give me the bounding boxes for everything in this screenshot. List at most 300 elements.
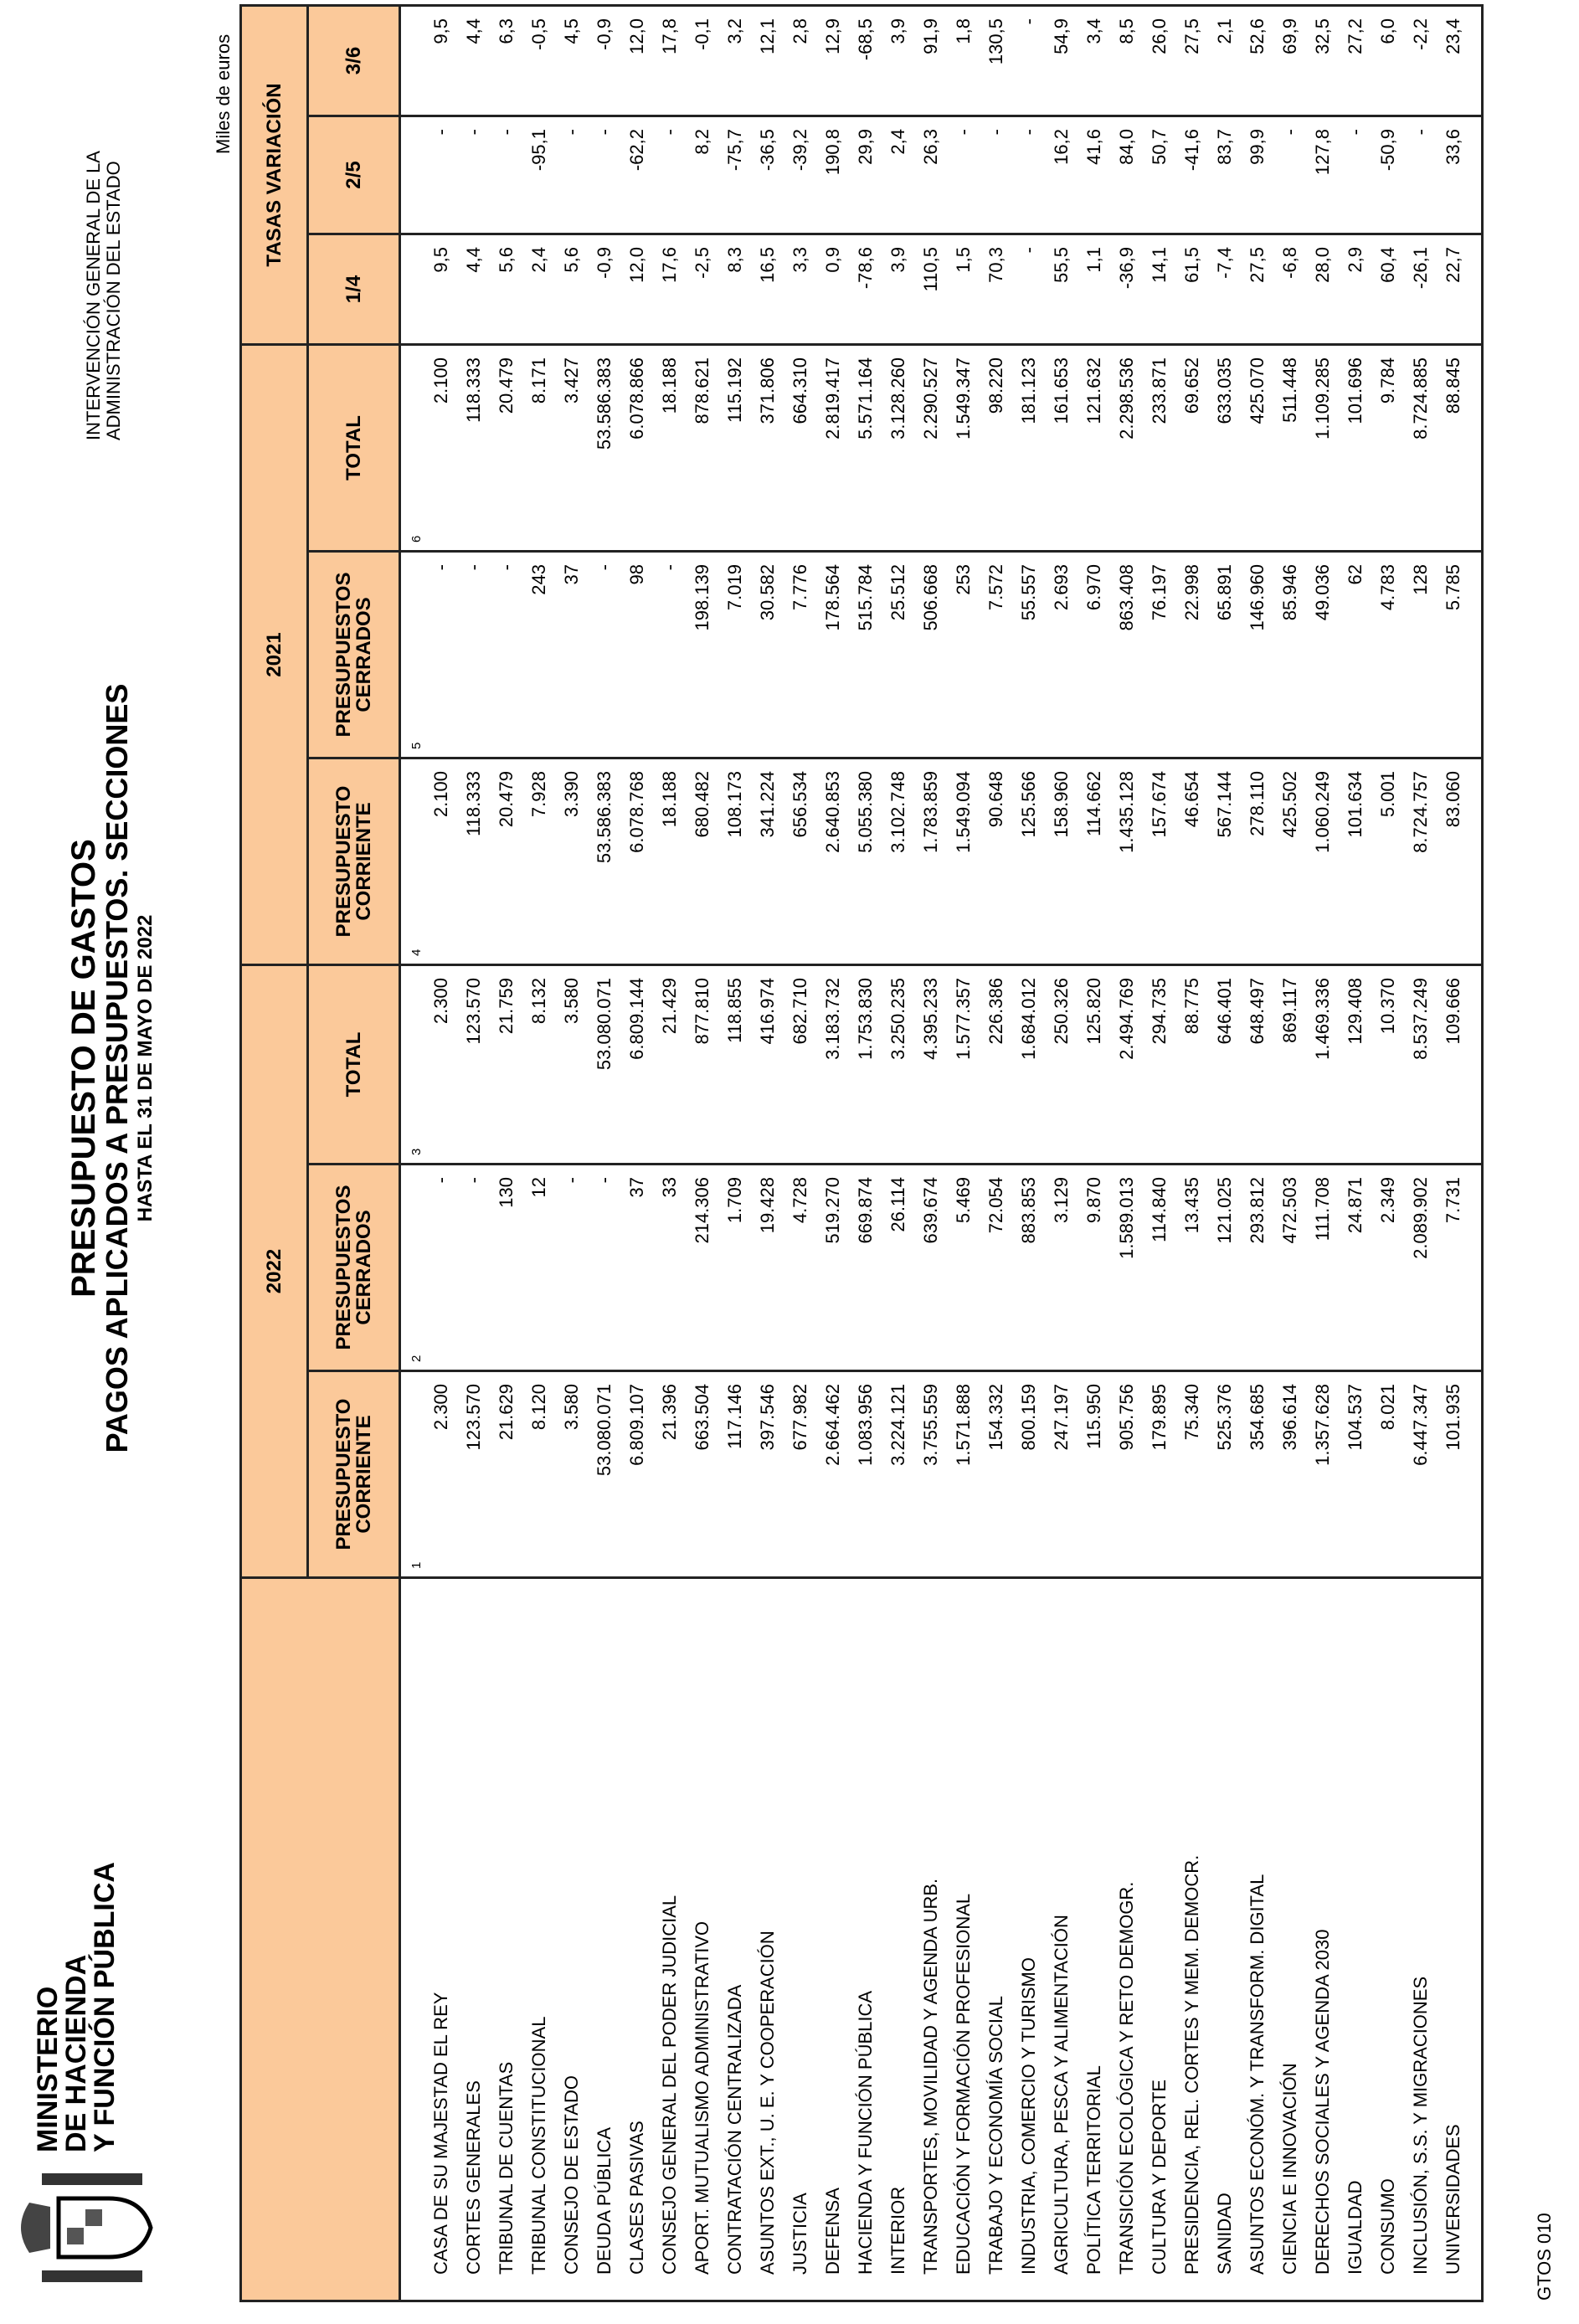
table-row xyxy=(400,6,458,2301)
cell-value: 1,8 xyxy=(947,6,980,116)
cell-value: 5.469 xyxy=(947,1165,980,1371)
cell-value: 26,0 xyxy=(1143,6,1175,116)
cell-value: 29,9 xyxy=(849,116,882,234)
cell-value: 76.197 xyxy=(1143,552,1175,758)
cell-value: - xyxy=(588,116,620,234)
report-date: HASTA EL 31 DE MAYO DE 2022 xyxy=(134,914,157,1222)
cell-value: 9.870 xyxy=(1078,1165,1110,1371)
cell-value: 46.654 xyxy=(1175,758,1208,965)
cell-value: 1.109.285 xyxy=(1306,345,1339,552)
table-row xyxy=(1143,6,1175,2301)
cell-value: 70,3 xyxy=(980,234,1012,345)
cell-value: 13.435 xyxy=(1175,1165,1208,1371)
cell-value: 123.570 xyxy=(457,965,490,1165)
cell-value: 1.083.956 xyxy=(849,1371,882,1578)
cell-value: 27,5 xyxy=(1241,234,1273,345)
cell-value: 84,0 xyxy=(1110,116,1143,234)
cell-value: 1,1 xyxy=(1078,234,1110,345)
cell-value: 2.494.769 xyxy=(1110,965,1143,1165)
section-name: SANIDAD xyxy=(1208,1578,1241,2301)
cell-value: 2.100 xyxy=(400,758,458,965)
ministry-line: MINISTERIO xyxy=(32,1986,64,2152)
cell-value: -0,9 xyxy=(588,234,620,345)
cell-value: 98.220 xyxy=(980,345,1012,552)
table-row xyxy=(882,6,914,2301)
column-header: 2/5 xyxy=(308,116,400,234)
cell-value: 69,9 xyxy=(1273,6,1306,116)
table-row xyxy=(555,6,588,2301)
column-header: PRESUPUESTOS CERRADOS xyxy=(308,552,400,758)
cell-value: 1.435.128 xyxy=(1110,758,1143,965)
cell-value: 0,9 xyxy=(816,234,849,345)
cell-value: 515.784 xyxy=(849,552,882,758)
cell-value: -6,8 xyxy=(1273,234,1306,345)
cell-value: 294.735 xyxy=(1143,965,1175,1165)
cell-value: 3.390 xyxy=(555,758,588,965)
cell-value: 511.448 xyxy=(1273,345,1306,552)
group-2021: 2021 xyxy=(241,345,308,965)
cell-value: - xyxy=(490,552,522,758)
column-number: 4 xyxy=(409,949,424,956)
column-number: 5 xyxy=(409,742,424,749)
cell-value: 800.159 xyxy=(1012,1371,1045,1578)
table-row xyxy=(1371,6,1404,2301)
cell-value: 26,3 xyxy=(914,116,947,234)
cell-value: - xyxy=(1404,116,1437,234)
section-name: CONSEJO DE ESTADO xyxy=(555,1578,588,2301)
cell-value: 3,3 xyxy=(784,234,816,345)
cell-value: 26.114 xyxy=(882,1165,914,1371)
section-name: PRESIDENCIA, REL. CORTES Y MEM. DEMOCR. xyxy=(1175,1578,1208,2301)
cell-value: 2.640.853 xyxy=(816,758,849,965)
table-row xyxy=(1241,6,1273,2301)
cell-value: 253 xyxy=(947,552,980,758)
cell-value: 2,8 xyxy=(784,6,816,116)
cell-value: 4,4 xyxy=(457,234,490,345)
cell-value: 5,6 xyxy=(555,234,588,345)
table-row xyxy=(653,6,686,2301)
report-code: GTOS 010 xyxy=(1534,2213,1555,2301)
cell-value: 3,2 xyxy=(718,6,751,116)
cell-value: 115.950 xyxy=(1078,1371,1110,1578)
cell-value: 863.408 xyxy=(1110,552,1143,758)
column-number: 1 xyxy=(409,1561,424,1569)
table-row xyxy=(1208,6,1241,2301)
table-row xyxy=(718,6,751,2301)
cell-value: 1.589.013 xyxy=(1110,1165,1143,1371)
cell-value: 16,2 xyxy=(1045,116,1078,234)
cell-value: 178.564 xyxy=(816,552,849,758)
cell-value: 83,7 xyxy=(1208,116,1241,234)
cell-value: 1.684.012 xyxy=(1012,965,1045,1165)
cell-value: 12 xyxy=(522,1165,555,1371)
cell-value: 54,9 xyxy=(1045,6,1078,116)
cell-value: -0,1 xyxy=(686,6,718,116)
cell-value: 1.469.336 xyxy=(1306,965,1339,1165)
cell-value: 2,9 xyxy=(1339,234,1371,345)
cell-value: 472.503 xyxy=(1273,1165,1306,1371)
cell-value: -50,9 xyxy=(1371,116,1404,234)
table-row xyxy=(620,6,653,2301)
section-name: CASA DE SU MAJESTAD EL REY xyxy=(400,1578,458,2301)
cell-value: 128 xyxy=(1404,552,1437,758)
ministry-line: Y FUNCIÓN PÚBLICA xyxy=(89,1862,121,2152)
cell-value: 4.395.233 xyxy=(914,965,947,1165)
cell-value: 101.696 xyxy=(1339,345,1371,552)
cell-value: 53.586.383 xyxy=(588,758,620,965)
cell-value: 17,8 xyxy=(653,6,686,116)
cell-value: 2.693 xyxy=(1045,552,1078,758)
cell-value: 118.855 xyxy=(718,965,751,1165)
cell-value: 3,9 xyxy=(882,234,914,345)
cell-value: - xyxy=(400,552,458,758)
cell-value: 2.300 xyxy=(400,1371,458,1578)
cell-value: 53.080.071 xyxy=(588,965,620,1165)
cell-value: 20.479 xyxy=(490,345,522,552)
table-row xyxy=(1012,6,1045,2301)
cell-value: 905.756 xyxy=(1110,1371,1143,1578)
cell-value: 27,2 xyxy=(1339,6,1371,116)
cell-value: -41,6 xyxy=(1175,116,1208,234)
section-name: CONSEJO GENERAL DEL PODER JUDICIAL xyxy=(653,1578,686,2301)
column-header: 3/6 xyxy=(308,6,400,116)
cell-value: - xyxy=(1273,116,1306,234)
cell-value: 226.386 xyxy=(980,965,1012,1165)
cell-value: 21.429 xyxy=(653,965,686,1165)
section-name: TRIBUNAL CONSTITUCIONAL xyxy=(522,1578,555,2301)
cell-value: 3.755.559 xyxy=(914,1371,947,1578)
section-name: CIENCIA E INNOVACIÓN xyxy=(1273,1578,1306,2301)
cell-value: 680.482 xyxy=(686,758,718,965)
cell-value: 3.224.121 xyxy=(882,1371,914,1578)
cell-value: 519.270 xyxy=(816,1165,849,1371)
table-row xyxy=(816,6,849,2301)
cell-value: 4.728 xyxy=(784,1165,816,1371)
section-name: APORT. MUTUALISMO ADMINISTRATIVO xyxy=(686,1578,718,2301)
cell-value: 396.614 xyxy=(1273,1371,1306,1578)
cell-value: 1.577.357 xyxy=(947,965,980,1165)
cell-value: 198.139 xyxy=(686,552,718,758)
cell-value: 118.333 xyxy=(457,345,490,552)
cell-value: 3,4 xyxy=(1078,6,1110,116)
cell-value: 115.192 xyxy=(718,345,751,552)
cell-value: 14,1 xyxy=(1143,234,1175,345)
cell-value: 190,8 xyxy=(816,116,849,234)
ministry-line: DE HACIENDA xyxy=(60,1954,92,2152)
table-row xyxy=(522,6,555,2301)
ministry-name xyxy=(33,1862,119,2152)
column-header: TOTAL xyxy=(308,345,400,552)
cell-value: 2,4 xyxy=(522,234,555,345)
cell-value: 61,5 xyxy=(1175,234,1208,345)
cell-value: 1.060.249 xyxy=(1306,758,1339,965)
cell-value: 425.070 xyxy=(1241,345,1273,552)
table-row xyxy=(1306,6,1339,2301)
cell-value: 9,5 xyxy=(400,234,458,345)
cell-value: 2,4 xyxy=(882,116,914,234)
cell-value: -68,5 xyxy=(849,6,882,116)
cell-value: 127,8 xyxy=(1306,116,1339,234)
cell-value: -2,5 xyxy=(686,234,718,345)
cell-value: 8,5 xyxy=(1110,6,1143,116)
cell-value: 506.668 xyxy=(914,552,947,758)
cell-value: 7.731 xyxy=(1437,1165,1483,1371)
cell-value: 108.173 xyxy=(718,758,751,965)
cell-value: -75,7 xyxy=(718,116,751,234)
cell-value: 1,5 xyxy=(947,234,980,345)
column-number: 3 xyxy=(409,1148,424,1155)
cell-value: 53.586.383 xyxy=(588,345,620,552)
section-name: ASUNTOS EXT., U. E. Y COOPERACIÓN xyxy=(751,1578,784,2301)
cell-value: 111.708 xyxy=(1306,1165,1339,1371)
cell-value: 6.078.866 xyxy=(620,345,653,552)
section-name: INCLUSIÓN, S.S. Y MIGRACIONES xyxy=(1404,1578,1437,2301)
page-title: PRESUPUESTO DE GASTOS xyxy=(65,839,102,1298)
cell-value: 639.674 xyxy=(914,1165,947,1371)
cell-value: 88.775 xyxy=(1175,965,1208,1165)
table-row xyxy=(1273,6,1306,2301)
cell-value: 20.479 xyxy=(490,758,522,965)
cell-value: 1.753.830 xyxy=(849,965,882,1165)
cell-value: 21.759 xyxy=(490,965,522,1165)
cell-value: 110,5 xyxy=(914,234,947,345)
cell-value: - xyxy=(653,552,686,758)
section-name: IGUALDAD xyxy=(1339,1578,1371,2301)
section-name: EDUCACIÓN Y FORMACIÓN PROFESIONAL xyxy=(947,1578,980,2301)
cell-value: 69.652 xyxy=(1175,345,1208,552)
cell-value: 99,9 xyxy=(1241,116,1273,234)
section-name: POLÍTICA TERRITORIAL xyxy=(1078,1578,1110,2301)
cell-value: 5.571.164 xyxy=(849,345,882,552)
group-2022: 2022 xyxy=(241,965,308,1578)
units-label: Miles de euros xyxy=(213,33,234,154)
cell-value: - xyxy=(947,116,980,234)
cell-value: -0,5 xyxy=(522,6,555,116)
cell-value: - xyxy=(588,552,620,758)
cell-value: 1.783.859 xyxy=(914,758,947,965)
cell-value: 4.783 xyxy=(1371,552,1404,758)
cell-value: 83.060 xyxy=(1437,758,1483,965)
cell-value: 30.582 xyxy=(751,552,784,758)
cell-value: 878.621 xyxy=(686,345,718,552)
cell-value: 7.572 xyxy=(980,552,1012,758)
cell-value: 130 xyxy=(490,1165,522,1371)
expenditure-table xyxy=(239,4,1484,2302)
cell-value: - xyxy=(1339,116,1371,234)
cell-value: 37 xyxy=(555,552,588,758)
cell-value: - xyxy=(490,116,522,234)
cell-value: 60,4 xyxy=(1371,234,1404,345)
table-row xyxy=(980,6,1012,2301)
cell-value: 3.128.260 xyxy=(882,345,914,552)
cell-value: 1.571.888 xyxy=(947,1371,980,1578)
cell-value: 23,4 xyxy=(1437,6,1483,116)
section-name: CONSUMO xyxy=(1371,1578,1404,2301)
cell-value: 88.845 xyxy=(1437,345,1483,552)
cell-value: 2.089.902 xyxy=(1404,1165,1437,1371)
cell-value: 646.401 xyxy=(1208,965,1241,1165)
cell-value: 101.634 xyxy=(1339,758,1371,965)
cell-value: 5.785 xyxy=(1437,552,1483,758)
cell-value: 1.357.628 xyxy=(1306,1371,1339,1578)
cell-value: -0,9 xyxy=(588,6,620,116)
cell-value: -62,2 xyxy=(620,116,653,234)
cell-value: -95,1 xyxy=(522,116,555,234)
cell-value: -26,1 xyxy=(1404,234,1437,345)
section-name: CONTRATACIÓN CENTRALIZADA xyxy=(718,1578,751,2301)
cell-value: 3.250.235 xyxy=(882,965,914,1165)
cell-value: 3.129 xyxy=(1045,1165,1078,1371)
cell-value: 656.534 xyxy=(784,758,816,965)
cell-value: -78,6 xyxy=(849,234,882,345)
table-row xyxy=(1404,6,1437,2301)
cell-value: - xyxy=(1012,234,1045,345)
agency-line: INTERVENCIÓN GENERAL DE LA xyxy=(83,151,104,440)
section-name: AGRICULTURA, PESCA Y ALIMENTACIÓN xyxy=(1045,1578,1078,2301)
coat-of-arms-logo xyxy=(17,2165,159,2291)
cell-value: 18.188 xyxy=(653,758,686,965)
cell-value: 416.974 xyxy=(751,965,784,1165)
cell-value: 2.349 xyxy=(1371,1165,1404,1371)
cell-value: - xyxy=(457,552,490,758)
cell-value: 90.648 xyxy=(980,758,1012,965)
section-name: TRANSPORTES, MOVILIDAD Y AGENDA URB. xyxy=(914,1578,947,2301)
cell-value: 6.078.768 xyxy=(620,758,653,965)
cell-value: 1.549.347 xyxy=(947,345,980,552)
section-name: CLASES PASIVAS xyxy=(620,1578,653,2301)
cell-value: 9.784 xyxy=(1371,345,1404,552)
section-name: DEFENSA xyxy=(816,1578,849,2301)
cell-value: 2.300 xyxy=(400,965,458,1165)
cell-value: 247.197 xyxy=(1045,1371,1078,1578)
section-name: UNIVERSIDADES xyxy=(1437,1578,1483,2301)
group-variation: TASAS VARIACIÓN xyxy=(241,6,308,345)
cell-value: 8,2 xyxy=(686,116,718,234)
cell-value: 179.895 xyxy=(1143,1371,1175,1578)
cell-value: 12,9 xyxy=(816,6,849,116)
cell-value: - xyxy=(980,116,1012,234)
cell-value: 28,0 xyxy=(1306,234,1339,345)
cell-value: 125.566 xyxy=(1012,758,1045,965)
table-row xyxy=(1437,6,1483,2301)
section-name: HACIENDA Y FUNCIÓN PÚBLICA xyxy=(849,1578,882,2301)
cell-value: 648.497 xyxy=(1241,965,1273,1165)
section-name: DEUDA PÚBLICA xyxy=(588,1578,620,2301)
cell-value: - xyxy=(555,1165,588,1371)
section-name: JUSTICIA xyxy=(784,1578,816,2301)
cell-value: 121.632 xyxy=(1078,345,1110,552)
column-header: 1/4 xyxy=(308,234,400,345)
section-name: DERECHOS SOCIALES Y AGENDA 2030 xyxy=(1306,1578,1339,2301)
cell-value: - xyxy=(457,116,490,234)
table-row xyxy=(1045,6,1078,2301)
cell-value: 877.810 xyxy=(686,965,718,1165)
cell-value: 4,4 xyxy=(457,6,490,116)
cell-value: 250.326 xyxy=(1045,965,1078,1165)
cell-value: 8.724.757 xyxy=(1404,758,1437,965)
table-row xyxy=(1339,6,1371,2301)
cell-value: 2.100 xyxy=(400,345,458,552)
cell-value: 525.376 xyxy=(1208,1371,1241,1578)
cell-value: - xyxy=(588,1165,620,1371)
cell-value: 19.428 xyxy=(751,1165,784,1371)
cell-value: 12,1 xyxy=(751,6,784,116)
cell-value: 154.332 xyxy=(980,1371,1012,1578)
cell-value: - xyxy=(1012,116,1045,234)
cell-value: 91,9 xyxy=(914,6,947,116)
cell-value: 12,0 xyxy=(620,6,653,116)
cell-value: 5.001 xyxy=(1371,758,1404,965)
cell-value: 50,7 xyxy=(1143,116,1175,234)
cell-value: 52,6 xyxy=(1241,6,1273,116)
cell-value: 3.427 xyxy=(555,345,588,552)
agency-name xyxy=(84,151,124,440)
table-row xyxy=(1110,6,1143,2301)
cell-value: 8.724.885 xyxy=(1404,345,1437,552)
cell-value: - xyxy=(400,116,458,234)
table-row xyxy=(588,6,620,2301)
cell-value: 2.819.417 xyxy=(816,345,849,552)
cell-value: 10.370 xyxy=(1371,965,1404,1165)
cell-value: 72.054 xyxy=(980,1165,1012,1371)
cell-value: 7.019 xyxy=(718,552,751,758)
column-number: 2 xyxy=(409,1355,424,1362)
title-block xyxy=(67,566,157,1571)
cell-value: - xyxy=(457,1165,490,1371)
cell-value: 6.970 xyxy=(1078,552,1110,758)
cell-value: 2,1 xyxy=(1208,6,1241,116)
cell-value: 41,6 xyxy=(1078,116,1110,234)
cell-value: 123.570 xyxy=(457,1371,490,1578)
cell-value: 663.504 xyxy=(686,1371,718,1578)
cell-value: 101.935 xyxy=(1437,1371,1483,1578)
cell-value: 2.298.536 xyxy=(1110,345,1143,552)
column-header: PRESUPUESTOS CERRADOS xyxy=(308,1165,400,1371)
cell-value: 12,0 xyxy=(620,234,653,345)
cell-value: - xyxy=(653,116,686,234)
cell-value: 7.776 xyxy=(784,552,816,758)
table-row xyxy=(457,6,490,2301)
cell-value: 1.549.094 xyxy=(947,758,980,965)
cell-value: 16,5 xyxy=(751,234,784,345)
cell-value: 117.146 xyxy=(718,1371,751,1578)
cell-value: -36,9 xyxy=(1110,234,1143,345)
cell-value: 6,3 xyxy=(490,6,522,116)
cell-value: 425.502 xyxy=(1273,758,1306,965)
cell-value: 129.408 xyxy=(1339,965,1371,1165)
cell-value: 33 xyxy=(653,1165,686,1371)
section-name: TRIBUNAL DE CUENTAS xyxy=(490,1578,522,2301)
cell-value: 293.812 xyxy=(1241,1165,1273,1371)
cell-value: 18.188 xyxy=(653,345,686,552)
page-subtitle: PAGOS APLICADOS A PRESUPUESTOS. SECCIONES xyxy=(100,683,134,1453)
cell-value: 9,5 xyxy=(400,6,458,116)
cell-value: 32,5 xyxy=(1306,6,1339,116)
table-row xyxy=(1078,6,1110,2301)
cell-value: 1.709 xyxy=(718,1165,751,1371)
cell-value: 25.512 xyxy=(882,552,914,758)
cell-value: 8.171 xyxy=(522,345,555,552)
cell-value: 677.982 xyxy=(784,1371,816,1578)
table-row xyxy=(751,6,784,2301)
table-row xyxy=(784,6,816,2301)
cell-value: 397.546 xyxy=(751,1371,784,1578)
cell-value: 33,6 xyxy=(1437,116,1483,234)
cell-value: 278.110 xyxy=(1241,758,1273,965)
column-header: PRESUPUESTO CORRIENTE xyxy=(308,758,400,965)
cell-value: 233.871 xyxy=(1143,345,1175,552)
cell-value: 3.183.732 xyxy=(816,965,849,1165)
